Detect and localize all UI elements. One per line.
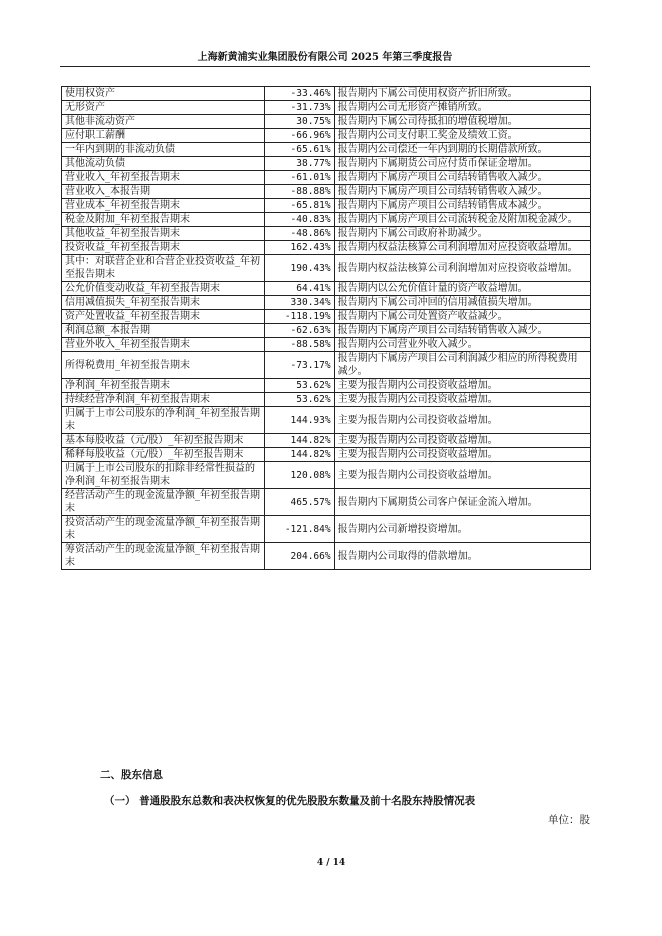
table-row <box>62 171 591 185</box>
percent-change-cell: -118.19% <box>264 310 334 324</box>
table-row <box>62 241 591 255</box>
percent-change-cell: 144.82% <box>264 434 334 448</box>
item-cell: 一年内到期的非流动负债 <box>62 143 265 157</box>
reason-cell: 主要为报告期内公司投资收益增加。 <box>334 462 590 489</box>
item-cell: 投资活动产生的现金流量净额_年初至报告期末 <box>62 516 265 543</box>
table-row <box>62 462 591 489</box>
item-cell: 资产处置收益_年初至报告期末 <box>62 310 265 324</box>
table-row <box>62 101 591 115</box>
table-row <box>62 338 591 352</box>
item-cell: 稀释每股收益（元/股）_年初至报告期末 <box>62 448 265 462</box>
item-cell: 信用减值损失_年初至报告期末 <box>62 296 265 310</box>
percent-change-cell: 330.34% <box>264 296 334 310</box>
item-cell: 无形资产 <box>62 101 265 115</box>
percent-change-cell: 53.62% <box>264 393 334 407</box>
percent-change-cell: -40.83% <box>264 213 334 227</box>
reason-cell: 报告期内下属房产项目公司流转税金及附加税金减少。 <box>334 213 590 227</box>
page-number: 4 / 14 <box>316 858 346 868</box>
reason-cell: 报告期内下属房产项目公司结转销售收入减少。 <box>334 171 590 185</box>
section-title-shareholders: 二、股东信息 <box>100 769 163 781</box>
percent-change-cell: 190.43% <box>264 255 334 282</box>
item-cell: 其他非流动资产 <box>62 115 265 129</box>
item-cell: 持续经营净利润_年初至报告期末 <box>62 393 265 407</box>
percent-change-cell: -48.86% <box>264 227 334 241</box>
reason-cell: 报告期内公司营业外收入减少。 <box>334 338 590 352</box>
table-row <box>62 310 591 324</box>
table-row <box>62 255 591 282</box>
item-cell: 经营活动产生的现金流量净额_年初至报告期末 <box>62 489 265 516</box>
table-row <box>62 543 591 570</box>
table-row <box>62 352 591 379</box>
reason-cell: 报告期内下属期货公司应付货币保证金增加。 <box>334 157 590 171</box>
reason-cell: 主要为报告期内公司投资收益增加。 <box>334 393 590 407</box>
item-cell: 利润总额_本报告期 <box>62 324 265 338</box>
reason-cell: 报告期内下属公司冲回的信用减值损失增加。 <box>334 296 590 310</box>
reason-cell: 报告期内下属房产项目公司结转销售成本减少。 <box>334 199 590 213</box>
reason-cell: 报告期内以公允价值计量的资产收益增加。 <box>334 282 590 296</box>
table-row <box>62 407 591 434</box>
table-row <box>62 115 591 129</box>
percent-change-cell: 53.62% <box>264 379 334 393</box>
percent-change-cell: 204.66% <box>264 543 334 570</box>
reason-cell: 报告期内公司偿还一年内到期的长期借款所致。 <box>334 143 590 157</box>
reason-cell: 报告期内下属房产项目公司利润减少相应的所得税费用减少。 <box>334 352 590 379</box>
reason-cell: 报告期内公司无形资产摊销所致。 <box>334 101 590 115</box>
unit-label: 单位：股 <box>548 814 590 826</box>
item-cell: 使用权资产 <box>62 87 265 101</box>
item-cell: 净利润_年初至报告期末 <box>62 379 265 393</box>
item-cell: 应付职工薪酬 <box>62 129 265 143</box>
changes-table <box>61 86 591 570</box>
reason-cell: 主要为报告期内公司投资收益增加。 <box>334 407 590 434</box>
item-cell: 其他收益_年初至报告期末 <box>62 227 265 241</box>
table-row <box>62 199 591 213</box>
percent-change-cell: 30.75% <box>264 115 334 129</box>
table-row <box>62 143 591 157</box>
table-row <box>62 157 591 171</box>
item-cell: 公允价值变动收益_年初至报告期末 <box>62 282 265 296</box>
item-cell: 基本每股收益（元/股）_年初至报告期末 <box>62 434 265 448</box>
reason-cell: 报告期内公司取得的借款增加。 <box>334 543 590 570</box>
reason-cell: 主要为报告期内公司投资收益增加。 <box>334 448 590 462</box>
percent-change-cell: -88.58% <box>264 338 334 352</box>
table-row <box>62 296 591 310</box>
percent-change-cell: -66.96% <box>264 129 334 143</box>
reason-cell: 报告期内下属公司处置资产收益减少。 <box>334 310 590 324</box>
table-row <box>62 87 591 101</box>
reason-cell: 报告期内权益法核算公司利润增加对应投资收益增加。 <box>334 255 590 282</box>
percent-change-cell: -65.81% <box>264 199 334 213</box>
item-cell: 其他流动负债 <box>62 157 265 171</box>
percent-change-cell: 144.82% <box>264 448 334 462</box>
percent-change-cell: 162.43% <box>264 241 334 255</box>
item-cell: 营业外收入_年初至报告期末 <box>62 338 265 352</box>
reason-cell: 主要为报告期内公司投资收益增加。 <box>334 434 590 448</box>
table-row <box>62 129 591 143</box>
item-cell: 投资收益_年初至报告期末 <box>62 241 265 255</box>
item-cell: 筹资活动产生的现金流量净额_年初至报告期末 <box>62 543 265 570</box>
table-row <box>62 489 591 516</box>
percent-change-cell: -65.61% <box>264 143 334 157</box>
item-cell: 所得税费用_年初至报告期末 <box>62 352 265 379</box>
reason-cell: 报告期内下属房产项目公司结转销售收入减少。 <box>334 185 590 199</box>
subsection-title-shareholder-count: （一） 普通股股东总数和表决权恢复的优先股股东数量及前十名股东持股情况表 <box>104 795 476 807</box>
reason-cell: 报告期内下属期货公司客户保证金流入增加。 <box>334 489 590 516</box>
table-row <box>62 282 591 296</box>
table-row <box>62 227 591 241</box>
reason-cell: 报告期内下属公司政府补助减少。 <box>334 227 590 241</box>
percent-change-cell: 144.93% <box>264 407 334 434</box>
reason-cell: 报告期内公司支付职工奖金及绩效工资。 <box>334 129 590 143</box>
item-cell: 营业成本_年初至报告期末 <box>62 199 265 213</box>
table-row <box>62 324 591 338</box>
percent-change-cell: -61.01% <box>264 171 334 185</box>
table-row <box>62 434 591 448</box>
item-cell: 营业收入_年初至报告期末 <box>62 171 265 185</box>
percent-change-cell: 64.41% <box>264 282 334 296</box>
item-cell: 税金及附加_年初至报告期末 <box>62 213 265 227</box>
reason-cell: 报告期内下属公司使用权资产折旧所致。 <box>334 87 590 101</box>
report-header: 上海新黄浦实业集团股份有限公司 2025 年第三季度报告 <box>60 48 590 67</box>
percent-change-cell: 465.57% <box>264 489 334 516</box>
reason-cell: 主要为报告期内公司投资收益增加。 <box>334 379 590 393</box>
table-row <box>62 393 591 407</box>
table-row <box>62 213 591 227</box>
table-row <box>62 516 591 543</box>
reason-cell: 报告期内权益法核算公司利润增加对应投资收益增加。 <box>334 241 590 255</box>
table-row <box>62 448 591 462</box>
item-cell: 营业收入_本报告期 <box>62 185 265 199</box>
reason-cell: 报告期内公司新增投资增加。 <box>334 516 590 543</box>
item-cell: 归属于上市公司股东的扣除非经常性损益的净利润_年初至报告期末 <box>62 462 265 489</box>
percent-change-cell: -62.63% <box>264 324 334 338</box>
percent-change-cell: -121.84% <box>264 516 334 543</box>
percent-change-cell: -73.17% <box>264 352 334 379</box>
reason-cell: 报告期内下属房产项目公司结转销售收入减少。 <box>334 324 590 338</box>
table-row <box>62 185 591 199</box>
percent-change-cell: -33.46% <box>264 87 334 101</box>
percent-change-cell: -31.73% <box>264 101 334 115</box>
percent-change-cell: -88.88% <box>264 185 334 199</box>
item-cell: 归属于上市公司股东的净利润_年初至报告期末 <box>62 407 265 434</box>
table-row <box>62 379 591 393</box>
percent-change-cell: 38.77% <box>264 157 334 171</box>
percent-change-cell: 120.08% <box>264 462 334 489</box>
reason-cell: 报告期内下属公司待抵扣的增值税增加。 <box>334 115 590 129</box>
item-cell: 其中：对联营企业和合营企业投资收益_年初至报告期末 <box>62 255 265 282</box>
